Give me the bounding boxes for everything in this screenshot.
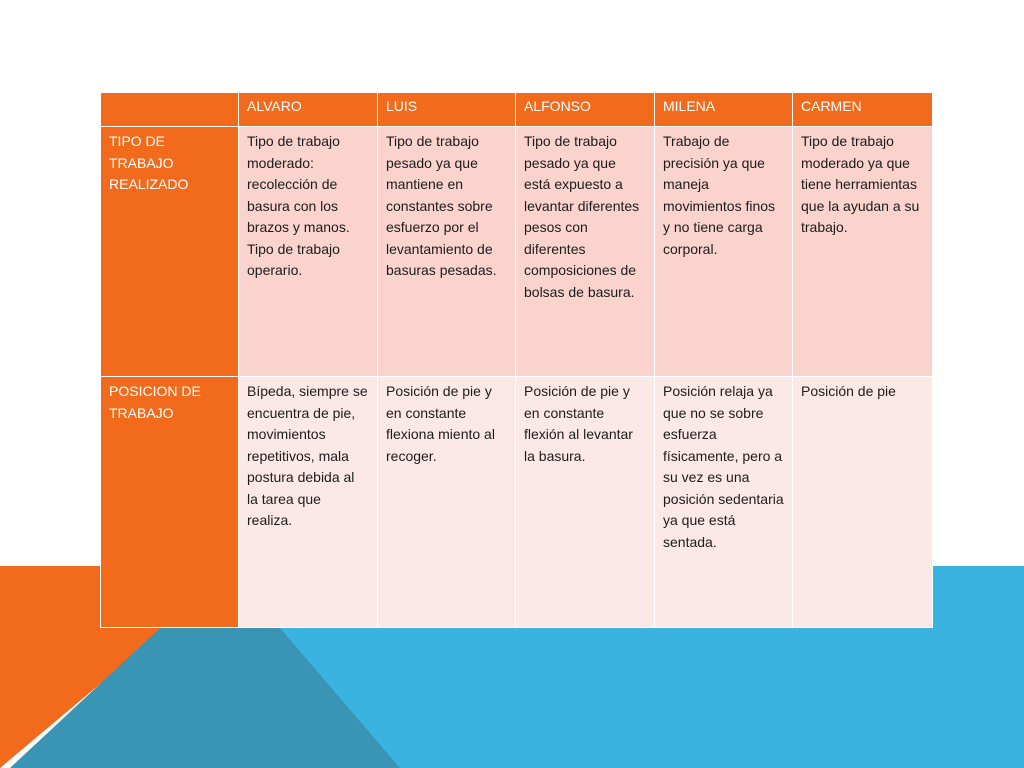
table-cell: Posición de pie y en constante flexión al levantar la basura.: [516, 377, 655, 628]
row-header-tipo-trabajo: TIPO DE TRABAJO REALIZADO: [101, 127, 239, 377]
table-row: [101, 377, 933, 628]
table-cell: Tipo de trabajo moderado ya que tiene herramientas que la ayudan a su trabajo.: [793, 127, 933, 377]
comparison-table: [100, 92, 933, 628]
column-header-milena: MILENA: [655, 93, 793, 127]
table-cell: Trabajo de precisión ya que maneja movimientos finos y no tiene carga corporal.: [655, 127, 793, 377]
table-cell: Tipo de trabajo pesado ya que mantiene en constantes sobre esfuerzo por el levantamiento de basuras pesadas.: [378, 127, 516, 377]
table-cell: Posición de pie y en constante flexiona miento al recoger.: [378, 377, 516, 628]
table-header-row: [101, 93, 933, 127]
column-header-alfonso: ALFONSO: [516, 93, 655, 127]
column-header-alvaro: ALVARO: [239, 93, 378, 127]
table-cell: Posición de pie: [793, 377, 933, 628]
table-cell: Tipo de trabajo moderado: recolección de basura con los brazos y manos. Tipo de trabajo operario.: [239, 127, 378, 377]
table-cell: Posición relaja ya que no se sobre esfuerza físicamente, pero a su vez es una posición sedentaria ya que está sentada.: [655, 377, 793, 628]
column-header-carmen: CARMEN: [793, 93, 933, 127]
corner-cell: [101, 93, 239, 127]
column-header-luis: LUIS: [378, 93, 516, 127]
table-cell: Tipo de trabajo pesado ya que está expuesto a levantar diferentes pesos con diferentes composiciones de bolsas de basura.: [516, 127, 655, 377]
table-row: [101, 127, 933, 377]
row-header-posicion-trabajo: POSICION DE TRABAJO: [101, 377, 239, 628]
table-cell: Bípeda, siempre se encuentra de pie, movimientos repetitivos, mala postura debida al la tarea que realiza.: [239, 377, 378, 628]
